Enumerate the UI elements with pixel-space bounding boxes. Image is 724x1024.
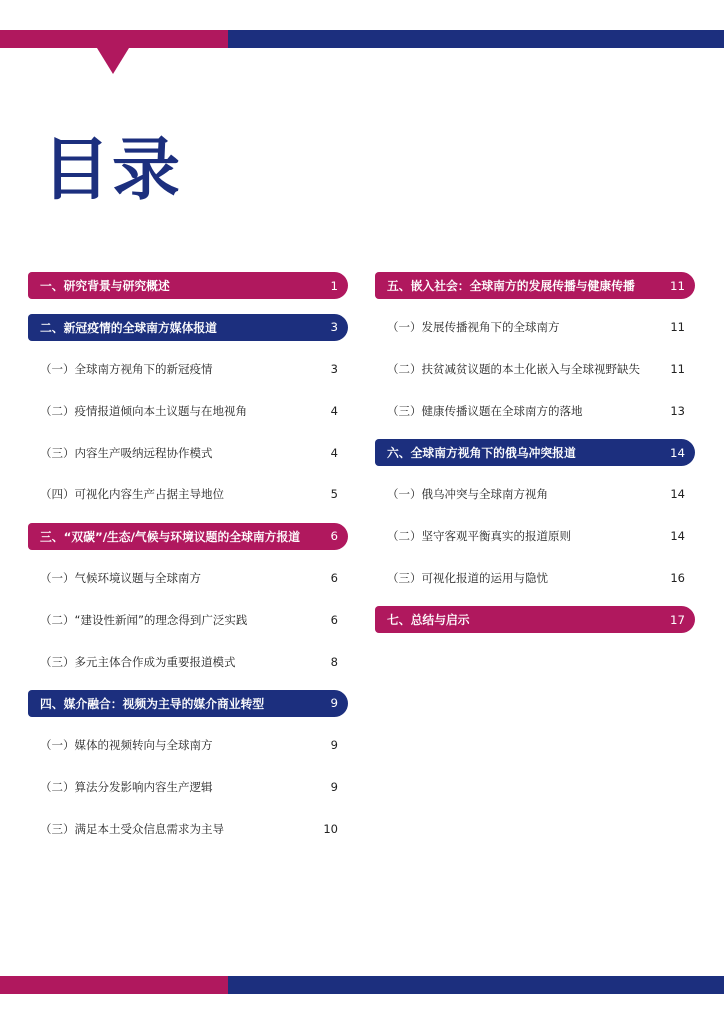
toc-entry-label: 五、嵌入社会：全球南方的发展传播与健康传播	[387, 279, 635, 293]
toc-section-heading[interactable]	[28, 523, 348, 550]
toc-subsection-item[interactable]	[28, 356, 348, 383]
toc-entry-label: （二）算法分发影响内容生产逻辑	[40, 780, 213, 795]
toc-page-number: 3	[330, 320, 338, 335]
toc-page-number: 11	[669, 278, 685, 293]
toc-entry-label: （二）扶贫减贫议题的本土化嵌入与全球视野缺失	[387, 362, 640, 377]
toc-page-number: 14	[669, 445, 685, 460]
toc-subsection-item[interactable]	[28, 774, 348, 801]
toc-subsection-item[interactable]	[28, 565, 348, 592]
toc-entry-label: （三）满足本土受众信息需求为主导	[40, 821, 224, 836]
toc-subsection-item[interactable]	[28, 732, 348, 759]
toc-page-number: 6	[330, 612, 338, 627]
page-title: 目录	[42, 131, 183, 210]
toc-section-heading[interactable]	[28, 314, 348, 341]
toc-subsection-item[interactable]	[375, 523, 695, 550]
toc-page-number: 13	[670, 403, 685, 418]
toc-entry-label: （二）“建设性新闻”的理念得到广泛实践	[40, 612, 248, 627]
toc-subsection-item[interactable]	[28, 815, 348, 842]
top-bar-navy	[228, 30, 724, 48]
toc-page-number: 1	[330, 278, 338, 293]
toc-subsection-item[interactable]	[28, 397, 348, 424]
bottom-bar-pink	[0, 976, 228, 994]
toc-entry-label: （三）多元主体合作成为重要报道模式	[40, 654, 236, 669]
toc-page-number: 14	[670, 487, 685, 502]
toc-entry-label: （一）气候环境议题与全球南方	[40, 571, 201, 586]
bottom-bar-navy	[228, 976, 724, 994]
toc-entry-label: （二）疫情报道倾向本土议题与在地视角	[40, 403, 247, 418]
toc-section-heading[interactable]	[375, 439, 695, 466]
toc-entry-label: 四、媒介融合：视频为主导的媒介商业转型	[40, 696, 265, 711]
toc-page-number: 4	[330, 445, 338, 460]
toc-page-number: 5	[330, 487, 338, 502]
toc-subsection-item[interactable]	[375, 356, 695, 383]
toc-page-number: 14	[670, 529, 685, 544]
toc-page-number: 10	[323, 821, 338, 836]
toc-page-number: 17	[669, 612, 685, 627]
toc-entry-label: （三）健康传播议题在全球南方的落地	[387, 403, 583, 418]
toc-subsection-item[interactable]	[375, 314, 695, 341]
toc-page-number: 9	[330, 780, 338, 795]
toc-entry-label: （一）发展传播视角下的全球南方	[387, 320, 560, 335]
toc-page-number: 6	[330, 529, 338, 544]
toc-page-number: 11	[670, 362, 685, 377]
toc-page-number: 3	[330, 362, 338, 377]
toc-entry-label: 七、总结与启示	[387, 613, 470, 628]
triangle-marker-icon	[97, 48, 129, 74]
toc-section-heading[interactable]	[28, 272, 348, 299]
toc-entry-label: 二、新冠疫情的全球南方媒体报道	[40, 320, 217, 335]
toc-section-heading[interactable]	[375, 272, 695, 299]
top-bar-pink	[0, 30, 228, 48]
toc-entry-label: 六、全球南方视角下的俄乌冲突报道	[387, 446, 576, 461]
toc-subsection-item[interactable]	[375, 481, 695, 508]
toc-subsection-item[interactable]	[375, 565, 695, 592]
toc-subsection-item[interactable]	[28, 606, 348, 633]
toc-page-number: 9	[330, 738, 338, 753]
toc-page-number: 4	[330, 403, 338, 418]
toc-entry-label: （三）可视化报道的运用与隐忧	[387, 571, 548, 586]
toc-entry-label: （四）可视化内容生产占据主导地位	[40, 487, 224, 502]
toc-page-number: 6	[330, 571, 338, 586]
toc-subsection-item[interactable]	[28, 439, 348, 466]
toc-entry-label: （一）全球南方视角下的新冠疫情	[40, 362, 213, 377]
toc-entry-label: （一）媒体的视频转向与全球南方	[40, 738, 213, 753]
toc-subsection-item[interactable]	[375, 397, 695, 424]
toc-page-number: 8	[330, 654, 338, 669]
toc-subsection-item[interactable]	[28, 648, 348, 675]
toc-entry-label: （一）俄乌冲突与全球南方视角	[387, 487, 548, 502]
toc-entry-label: 一、研究背景与研究概述	[40, 279, 170, 293]
toc-entry-label: （三）内容生产吸纳远程协作模式	[40, 445, 213, 460]
toc-page-number: 9	[330, 696, 338, 711]
toc-right-column	[375, 272, 695, 648]
toc-left-column	[28, 272, 348, 857]
toc-section-heading[interactable]	[28, 690, 348, 717]
toc-section-heading[interactable]	[375, 606, 695, 633]
toc-page-number: 16	[670, 571, 685, 586]
toc-subsection-item[interactable]	[28, 481, 348, 508]
toc-page-number: 11	[670, 320, 685, 335]
toc-entry-label: （二）坚守客观平衡真实的报道原则	[387, 529, 571, 544]
toc-entry-label: 三、“双碳”/生态/气候与环境议题的全球南方报道	[40, 529, 301, 544]
